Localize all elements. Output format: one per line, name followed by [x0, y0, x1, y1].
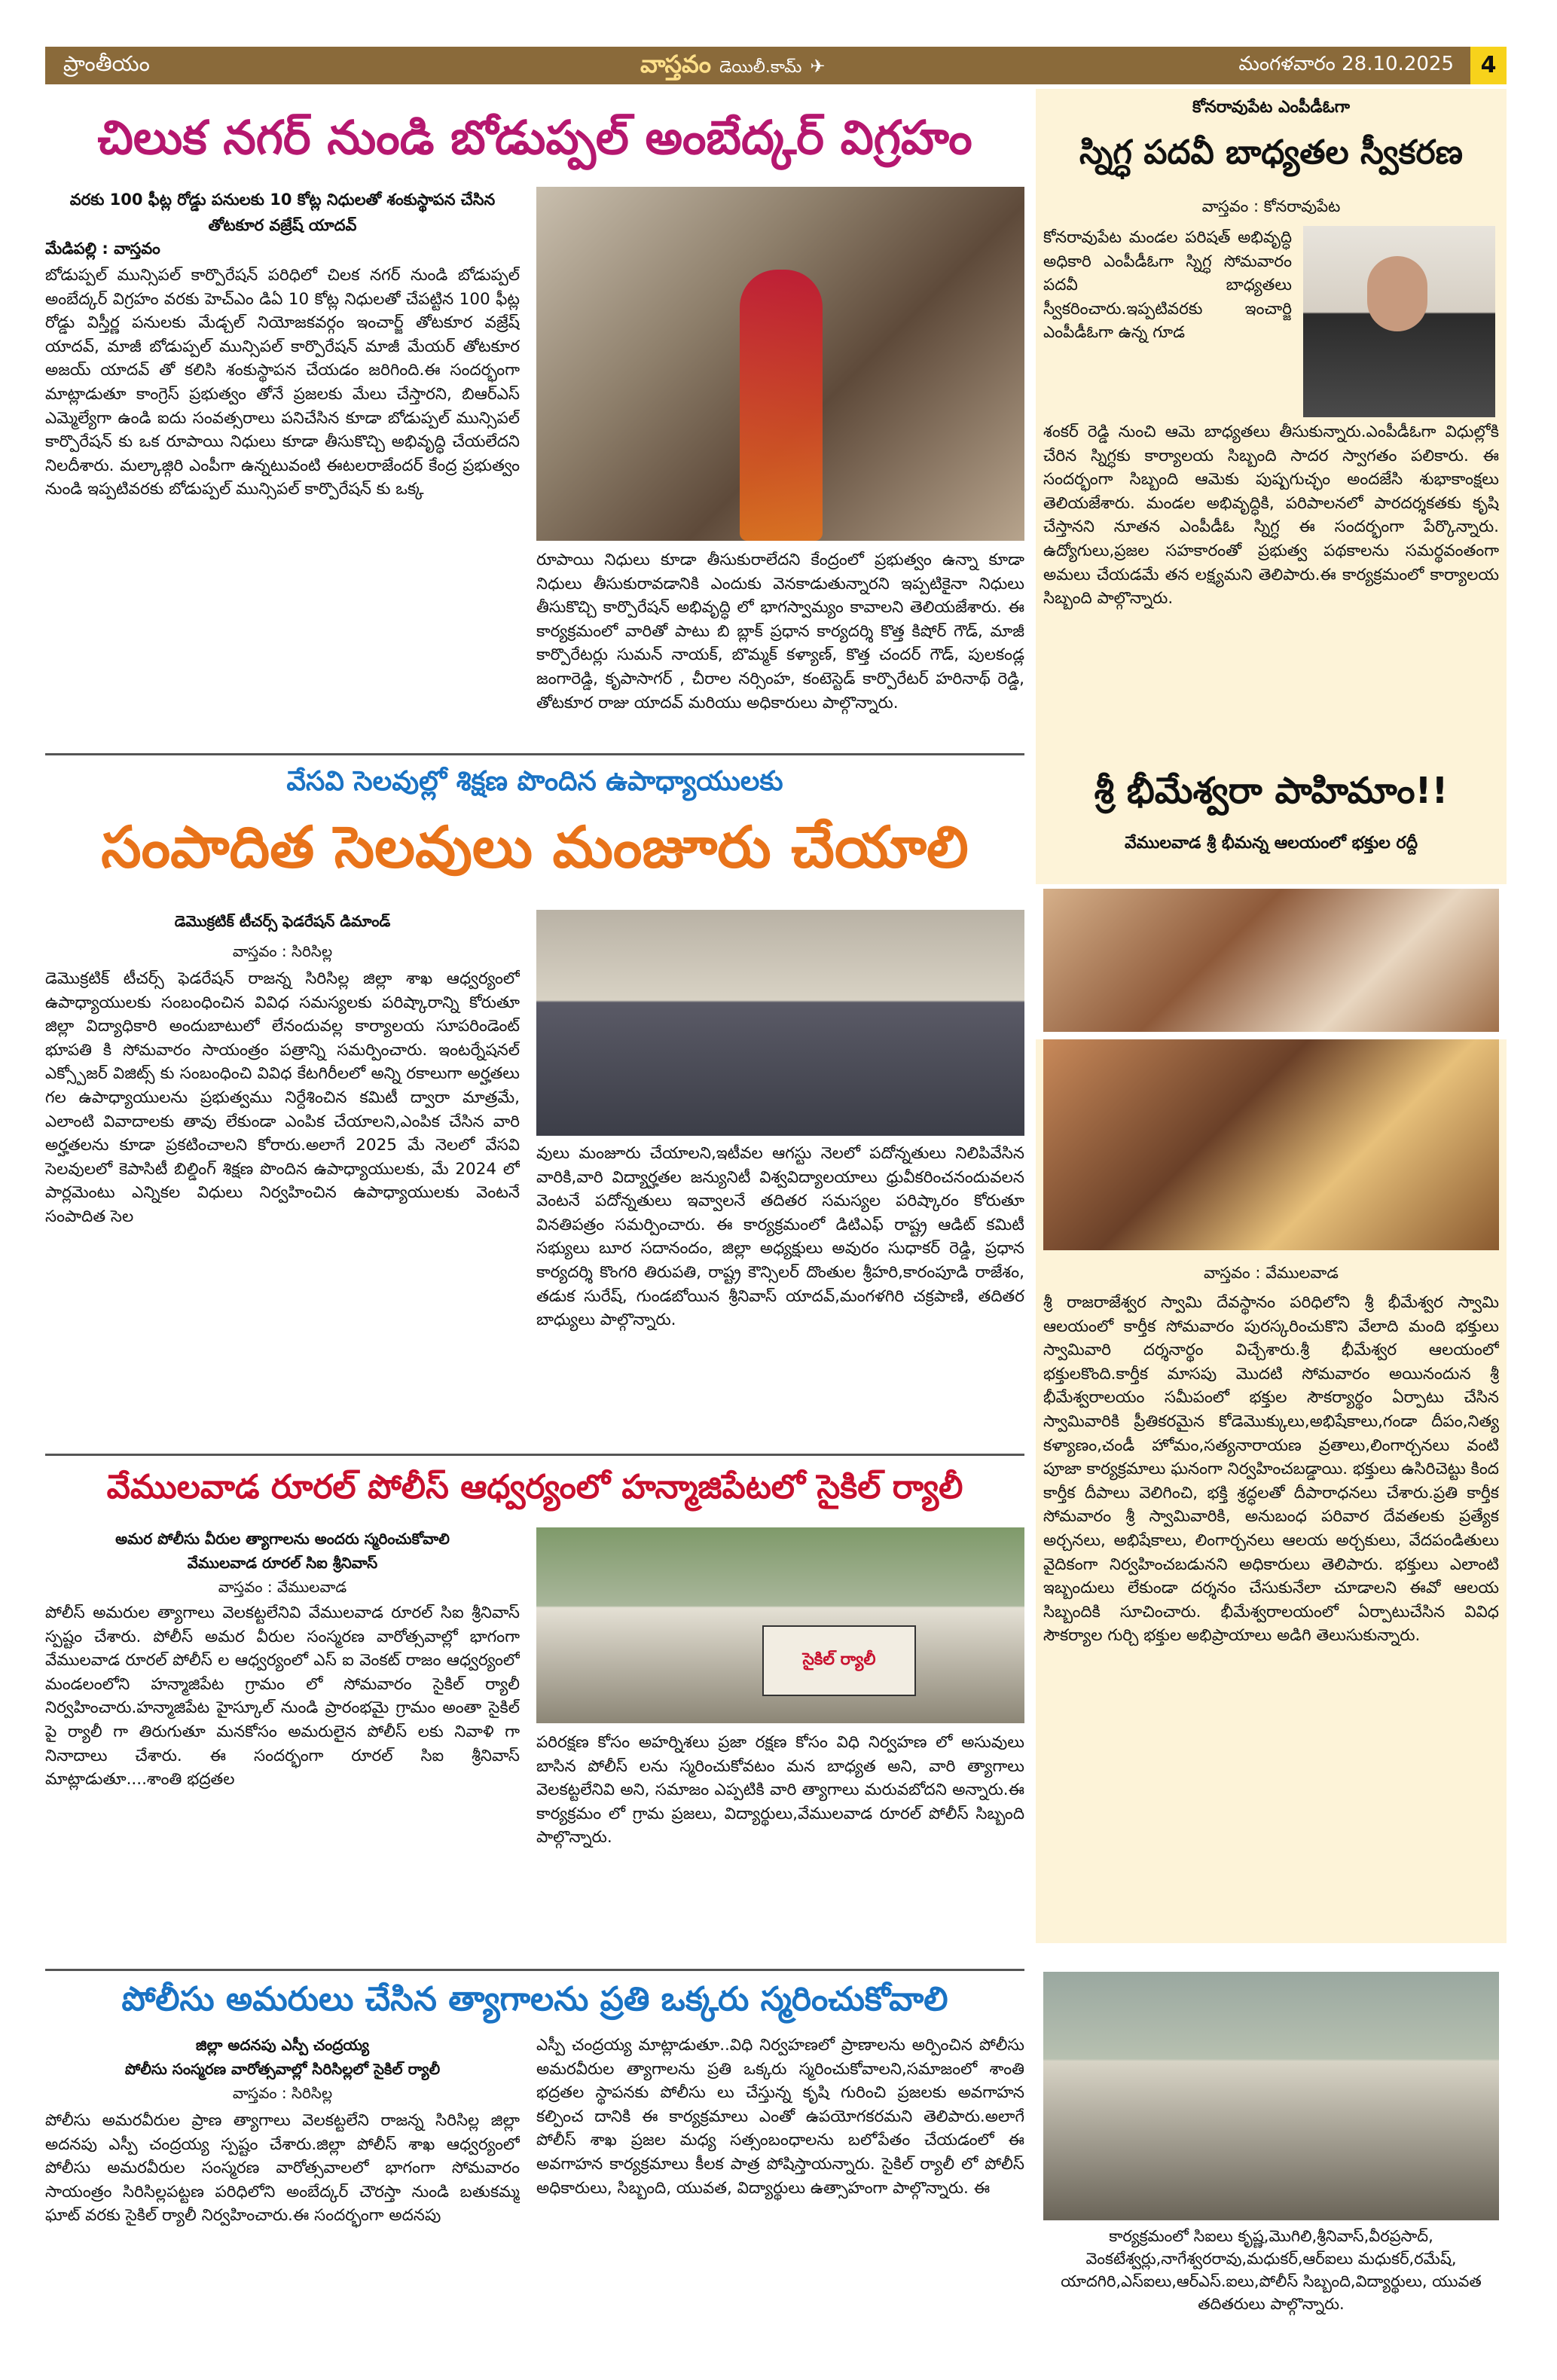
- portrait-face: [1367, 256, 1427, 331]
- side1-headline: స్నిగ్ధ పదవీ బాధ్యతల స్వీకరణ: [1079, 133, 1463, 172]
- page-number: 4: [1470, 47, 1507, 84]
- story1-col2: రూపాయి నిధులు కూడా తీసుకురాలేదని కేంద్రంలో ప్రభుత్వం ఉన్నా కూడా నిధులు తీసుకురావడానికి ఎందుకు వెనకాడుతున్నారని ఇప్పటికైనా నిధులు తీసుకొచ్చి కార్పొరేషన్ అభివృద్ధి లో భాగస్వామ్యం కావాలని తెలియజేశారు. ఈ కార్యక్రమంలో వారితో పాటు బి బ్లాక్ ప్రధాన కార్యదర్శి కొత్త కిషోర్ గౌడ్, మాజీ కార్పొరేటర్లు సుమన్ నాయక్, బొమ్మక్ కళ్యాణ్, కొత్త చందర్ గౌడ్, పులకండ్ల జంగారెడ్డి, కృపాసాగర్ , చీరాల నర్సింహ, కంటెస్టెడ్ కార్పొరేటర్ హరినాథ్ రెడ్డి, తోటకూర రాజు యాదవ్ మరియు అధికారులు పాల్గొన్నారు.: [536, 551, 1024, 712]
- story1-photo: [536, 187, 1024, 541]
- issue-date: మంగళవారం 28.10.2025: [1238, 53, 1454, 75]
- side1-body: శంకర్ రెడ్డి నుంచి ఆమె బాధ్యతలు తీసుకున్నారు.ఎంపీడీఓగా విధుల్లోకి చేరిన స్నిగ్ధకు కార్యాలయ సిబ్బంది సాదర స్వాగతం పలికారు. ఈ సందర్భంగా సిబ్బంది ఆమెకు పుష్పగుచ్ఛం అందజేసి శుభాకాంక్షలు తెలియజేశారు. మండల అభివృద్ధికి, పరిపాలనలో పారదర్శకతకు కృషి చేస్తానని నూతన ఎంపీడీఓ స్నిగ్ధ ఈ సందర్భంగా పేర్కొన్నారు. ఉద్యోగులు,ప్రజల సహకారంతో ప్రభుత్వ పథకాలను సమర్థవంతంగా అమలు చేయడమే తన లక్ష్యమని తెలిపారు.ఈ కార్యక్రమంలో కార్యాలయ సిబ్బంది పాల్గొన్నారు.: [1043, 423, 1499, 609]
- story3-subhead-1: అమర పోలీసు వీరుల త్యాగాలను అందరు స్మరించుకోవాలి: [115, 1530, 450, 1548]
- story3-photo: [536, 1527, 1024, 1723]
- divider: [45, 1454, 1024, 1456]
- side1-dateline: వాస్తవం : కోనరావుపేట: [1201, 197, 1341, 215]
- story2-subhead: డెమొక్రటిక్ టీచర్స్ ఫెడరేషన్ డిమాండ్: [174, 912, 391, 930]
- story3-dateline: వాస్తవం : వేములవాడ: [218, 1578, 347, 1596]
- story4-col1: పోలీసు అమరవీరుల ప్రాణ త్యాగాలు వెలకట్టలేని రాజన్న సిరిసిల్ల జిల్లా అదనపు ఎస్పీ చంద్రయ్య స్పష్టం చేశారు.జిల్లా పోలీస్ శాఖ ఆధ్వర్యంలో పోలీసు అమరవీరుల సంస్మరణ వారోత్సవాలలో భాగంగా సోమవారం సాయంత్రం సిరిసిల్లపట్టణ పరిధిలోని అంబేద్కర్ చౌరస్తా నుండి బతుకమ్మ ఘాట్ వరకు సైకిల్ ర్యాలీ నిర్వహించారు.ఈ సందర్భంగా అదనపు: [45, 2111, 520, 2226]
- story3-headline: వేములవాడ రూరల్ పోలీస్ ఆధ్వర్యంలో హన్మాజిపేటలో సైకిల్ ర్యాలీ: [106, 1468, 963, 1506]
- story1-headline: చిలుక నగర్ నుండి బోడుప్పల్ అంబేద్కర్ విగ్రహం: [97, 110, 972, 165]
- story4-photo-caption: కార్యక్రమంలో సిఐలు కృష్ణ,మొగిలి,శ్రీనివాస్,వీరప్రసాద్, వెంకటేశ్వర్లు,నాగేశ్వరరావు,మధుకర్,ఆర్ఐలు మధుకర్,రమేష్, యాదగిరి,ఎస్ఐలు,ఆర్ఎస్.ఐలు,పోలీస్ సిబ్బంది,విద్యార్థులు, యువత తదితరులు పాల్గొన్నారు.: [1061, 2227, 1482, 2313]
- side2-body: శ్రీ రాజరాజేశ్వర స్వామి దేవస్థానం పరిధిలోని శ్రీ భీమేశ్వర స్వామి ఆలయంలో కార్తీక సోమవారం పురస్కరించుకొని వేలాది మంది భక్తులు స్వామివారి దర్శనార్థం విచ్చేశారు.శ్రీ భీమేశ్వర ఆలయంలో భక్తులకొంది.కార్తీక మాసపు మొదటి సోమవారం అయినందున శ్రీ భీమేశ్వరాలయం సమీపంలో భక్తుల సౌకర్యార్థం ఏర్పాటు చేసిన స్వామివారికి ప్రీతికరమైన కోడెమొక్కులు,అభిషేకాలు,గండా దీపం,నిత్య కళ్యాణం,చండీ హోమం,సత్యనారాయణ వ్రతాలు,లింగార్చనలు వంటి పూజా కార్యక్రమాలు ఘనంగా నిర్వహించబడ్డాయి. భక్తులు ఉసిరిచెట్టు కింద కార్తీక దీపాలు వెలిగించి, భక్తి శ్రద్ధలతో దీపారాధనలు చేశారు.ప్రతి కార్తీక సోమవారం శ్రీ స్వామివారికి, అనుబంధ పరివార దేవతలకు ప్రత్యేక అర్చనలు, అభిషేకాలు, లింగార్చనలు ఆలయ అర్చకులు, వేదపండితులు వైదికంగా నిర్వహించబడునని అధికారులు తెలిపారు. భక్తులు ఎలాంటి ఇబ్బందులు లేకుండా దర్శనం చేసుకునేలా చూడాలని ఈవో ఆలయ సిబ్బందికి సూచించారు. భీమేశ్వరాలయంలో ఏర్పాటుచేసిన వివిధ సౌకర్యాల గుర్చి భక్తుల అభిప్రాయాలు అడిగి తెలుసుకున్నారు.: [1043, 1293, 1499, 1646]
- story3-col2: పరిరక్షణ కోసం అహర్నిశలు ప్రజా రక్షణ కోసం విధి నిర్వహణ లో అసువులు బాసిన పోలీస్ లను స్మరించుకోవటం మన బాధ్యత అని, వారి త్యాగాలు వెలకట్టలేనివి అని, సమాజం ఎప్పటికి వారి త్యాగాలు మరువబోదని అన్నారు.ఈ కార్యక్రమం లో గ్రామ ప్రజలు, విద్యార్థులు,వేములవాడ రూరల్ పోలీస్ సిబ్బంది పాల్గొన్నారు.: [536, 1733, 1024, 1848]
- story1-subhead: వరకు 100 ఫీట్ల రోడ్డు పనులకు 10 కోట్ల నిధులతో శంకుస్థాపన చేసిన తోటకూర వజ్రేష్ యాదవ్: [69, 191, 496, 234]
- side2-headline: శ్రీ భీమేశ్వరా పాహిమాం!!: [1094, 770, 1449, 812]
- story4-subhead-1: జిల్లా అదనపు ఎస్పీ చంద్రయ్య: [195, 2036, 370, 2054]
- story2-dateline: వాస్తవం : సిరిసిల్ల: [232, 942, 333, 960]
- divider: [45, 1969, 1024, 1971]
- story3-col1: పోలీస్ అమరుల త్యాగాలు వెలకట్టలేనివి వేములవాడ రూరల్ సిఐ శ్రీనివాస్ స్పష్టం చేశారు. పోలీస్ అమర వీరుల సంస్మరణ వారోత్సవాల్లో భాగంగా వేములవాడ రూరల్ పోలీస్ ల ఆధ్వర్యంలో ఎస్ ఐ వెంకట్ రాజం ఆధ్వర్యంలో మండలంలోని హన్మాజిపేట గ్రామం లో సోమవారం సైకిల్ ర్యాలీ నిర్వహించారు.హన్మాజిపేట హైస్కూల్ నుండి ప్రారంభమై గ్రామం అంతా సైకిల్ పై ర్యాలీ గా తిరుగుతూ మనకోసం అమరులైన పోలీస్ లకు నివాళి గా నినాదాలు చేశారు. ఈ సందర్భంగా రూరల్ సిఐ శ్రీనివాస్ మాట్లాడుతూ....శాంతి భద్రతల: [45, 1603, 520, 1790]
- story2-headline: సంపాదిత సెలవులు మంజూరు చేయాలి: [101, 813, 969, 880]
- bird-icon: ✈: [810, 56, 826, 77]
- side1-body-top: కోనరావుపేట మండల పరిషత్ అభివృద్ధి అధికారి ఎంపీడీఓగా స్నిగ్ధ సోమవారం పదవీ బాధ్యతలు స్వీకరించారు.ఇప్పటివరకు ఇంచార్జి ఎంపీడీఓగా ఉన్న గూడ: [1043, 228, 1292, 343]
- page-header: [45, 47, 1507, 84]
- story2-photo: [536, 910, 1024, 1136]
- story2-kicker: వేసవి సెలవుల్లో శిక్షణ పొందిన ఉపాధ్యాయులకు: [286, 766, 783, 797]
- side1-portrait: [1303, 226, 1495, 417]
- side2-photo-devotees: [1043, 889, 1499, 1032]
- masthead-suffix: డెయిలీ.కామ్: [719, 58, 802, 77]
- section-label: ప్రాంతీయం: [63, 51, 150, 76]
- masthead-title: వాస్తవం: [640, 50, 711, 78]
- story4-photo-rally: [1043, 1972, 1499, 2220]
- side2-dateline: వాస్తవం : వేములవాడ: [1204, 1264, 1339, 1282]
- story4-headline: పోలీసు అమరులు చేసిన త్యాగాలను ప్రతి ఒక్కరు స్మరించుకోవాలి: [121, 1980, 948, 2018]
- story1-col1: బోడుప్పల్ మున్సిపల్ కార్పొరేషన్ పరిధిలో చిలక నగర్ నుండి బోడుప్పల్ అంబేద్కర్ విగ్రహం వరకు హెచ్ఎం డిఏ 10 కోట్ల నిధులతో చేపట్టిన 100 ఫీట్ల రోడ్డు విస్తీర్ణ పనులకు మేడ్చల్ నియోజకవర్గం ఇంచార్జ్ తోటకూర వజ్రేష్ యాదవ్, మాజీ బోడుప్పల్ మున్సిపల్ కార్పొరేషన్ మాజీ మేయర్ తోటకూర అజయ్ యాదవ్ తో కలిసి శంకుస్థాపన చేయడం జరిగింది.ఈ సందర్భంగా మాట్లాడుతూ కాంగ్రెస్ ప్రభుత్వం తోనే ప్రజలకు మేలు చేస్తారని, బిఆర్ఎస్ ఎమ్మెల్యేగా ఉండి ఐదు సంవత్సరాలు పనిచేసిన కూడా బోడుప్పల్ మున్సిపల్ కార్పొరేషన్ కు ఒక రూపాయి నిధులు కూడా తీసుకొచ్చి అభివృద్ధి చేయలేదని నిలదీశారు. మల్కాజ్గిరి ఎంపీగా ఉన్నటువంటి ఈటలరాజేందర్ కేంద్ర ప్రభుత్వం నుండి ఇప్పటివరకు బోడుప్పల్ మున్సిపల్ కార్పొరేషన్ కు ఒక్క: [45, 266, 520, 499]
- story1-dateline: మేడిపల్లి : వాస్తవం: [45, 240, 160, 258]
- story3-subhead-2: వేములవాడ రూరల్ సిఐ శ్రీనివాస్: [187, 1554, 378, 1572]
- story2-col1: డెమొక్రటిక్ టీచర్స్ ఫెడరేషన్ రాజన్న సిరిసిల్ల జిల్లా శాఖ ఆధ్వర్యంలో ఉపాధ్యాయులకు సంబంధించిన వివిధ సమస్యలకు పరిష్కారాన్ని కోరుతూ జిల్లా విద్యాధికారి అందుబాటులో లేనందువల్ల కార్యాలయ సూపరిండెంట్ భూపతి కి సోమవారం సాయంత్రం పత్రాన్ని సమర్పించారు. ఇంటర్నేషనల్ ఎక్స్పోజర్ విజిట్స్ కు సంబంధించి వివిధ కేటగిరీలలో అన్ని రకాలుగా అర్హతలు గల ఉపాధ్యాయులను ప్రభుత్వము నిర్దేశించిన కమిటీ ద్వారా మాత్రమే, ఎలాంటి వివాదాలకు తావు లేకుండా ఎంపిక చేయాలని,ఎంపిక చేసిన వారి అర్హతలను కూడా ప్రకటించాలని కోరారు.అలాగే 2025 మే నెలలో వేసవి సెలవులలో కెపాసిటీ బిల్డింగ్ శిక్షణ పొందిన ఉపాధ్యాయులకు, మే 2024 లో పార్లమెంటు ఎన్నికల విధులు నిర్వహించిన ఉపాధ్యాయులకు వెంటనే సంపాదిత సెల: [45, 969, 520, 1226]
- rally-banner-text: సైకిల్ ర్యాలీ: [802, 1650, 876, 1669]
- divider: [45, 753, 1024, 755]
- garland-shape: [740, 270, 823, 541]
- story4-subhead-2: పోలీసు సంస్మరణ వారోత్సవాల్లో సిరిసిల్లలో సైకిల్ ర్యాలీ: [124, 2060, 441, 2078]
- side2-subhead: వేములవాడ శ్రీ భీమన్న ఆలయంలో భక్తుల రద్దీ: [1124, 834, 1418, 853]
- masthead: [640, 50, 826, 84]
- story2-col2: వులు మంజూరు చేయాలని,ఇటీవల ఆగస్టు నెలలో పదోన్నతులు నిలిపివేసిన వారికి,వారి విద్యార్హతల జన్యునిటీ విశ్వవిద్యాలయాలు ధ్రువీకరించనందువలన వెంటనే పదోన్నతులు ఇవ్వాలనే తదితర సమస్యల పరిష్కారం కోరుతూ వినతిపత్రం సమర్పించారు. ఈ కార్యక్రమంలో డిటిఎఫ్ రాష్ట్ర ఆడిట్ కమిటీ సభ్యులు బూర సదానందం, జిల్లా అధ్యక్షులు అవురం సుధాకర్ రెడ్డి, ప్రధాన కార్యదర్శి కొంగరి తిరుపతి, రాష్ట్ర కౌన్సిలర్ దొంతుల శ్రీహరి,కారంపూడి రాజేశం, తడుక సురేష్, గుండబోయిన శ్రీనివాస్ యాదవ్,మంగళగిరి చక్రపాణి, తదితర బాధ్యులు పాల్గొన్నారు.: [536, 1144, 1024, 1330]
- story4-dateline: వాస్తవం : సిరిసిల్ల: [232, 2084, 333, 2102]
- side1-kicker: కోనరావుపేట ఎంపీడీఓగా: [1192, 98, 1351, 117]
- rally-banner: [762, 1625, 916, 1696]
- side2-photo-rituals: [1043, 1039, 1499, 1250]
- story4-col2: ఎస్పీ చంద్రయ్య మాట్లాడుతూ..విధి నిర్వహణలో ప్రాణాలను అర్పించిన పోలీసు అమరవీరుల త్యాగాలను ప్రతి ఒక్కరు స్మరించుకోవాలని,సమాజంలో శాంతి భద్రతల స్థాపనకు పోలీసు లు చేస్తున్న కృషి గురించి ప్రజలకు అవగాహన కల్పించ దానికి ఈ కార్యక్రమాలు ఎంతో ఉపయోగకరమని తెలిపారు.అలాగే పోలీస్ శాఖ ప్రజల మధ్య సత్సంబంధాలను బలోపేతం చేయడంలో ఈ అవగాహన కార్యక్రమాలు కీలక పాత్ర పోషిస్తాయన్నారు. సైకిల్ ర్యాలీ లో పోలీస్ అధికారులు, సిబ్బంది, యువత, విద్యార్థులు ఉత్సాహంగా పాల్గొన్నారు. ఈ: [536, 2036, 1024, 2198]
